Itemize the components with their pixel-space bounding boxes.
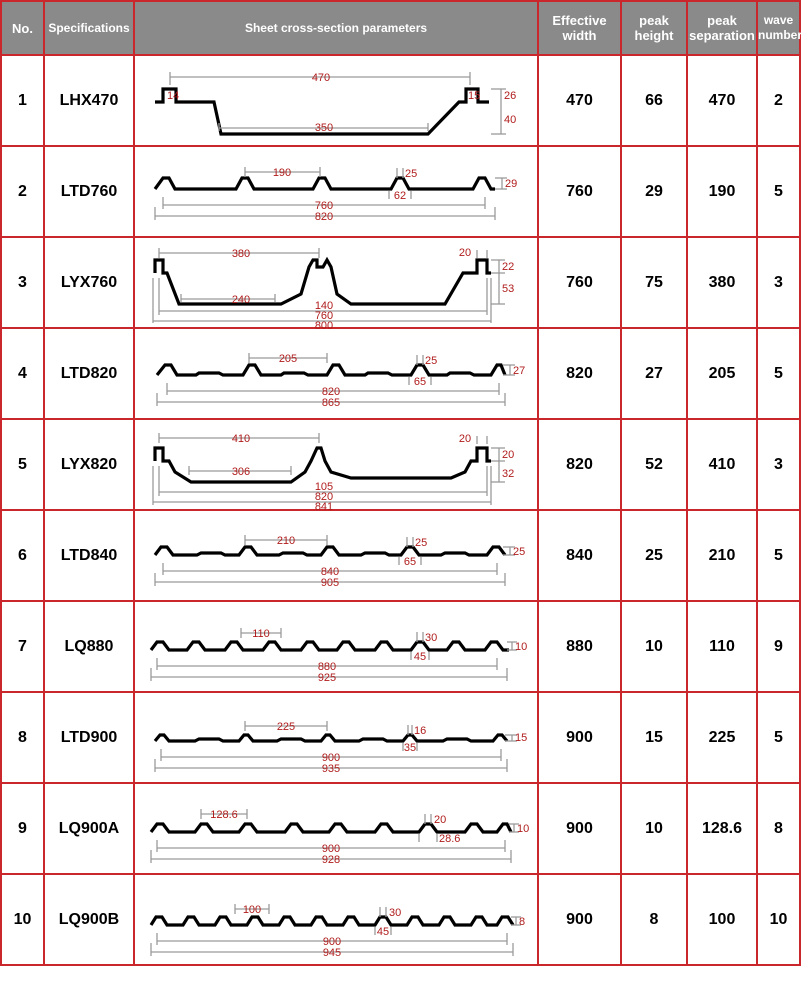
dim-h1: 26 <box>504 89 517 102</box>
table-row <box>1 419 800 510</box>
dim-effective: 820 <box>314 490 334 503</box>
dim-total: 841 <box>314 500 334 513</box>
dim-height: 10 <box>515 640 528 653</box>
header-wave-line1: wave <box>763 13 794 27</box>
dim-height: 25 <box>513 545 526 558</box>
peak-height: 8 <box>621 874 687 965</box>
header-row <box>1 1 800 55</box>
peak-height: 25 <box>621 510 687 601</box>
dim-base-width: 45 <box>413 650 427 663</box>
effective-width: 880 <box>538 601 621 692</box>
dim-top-width: 30 <box>425 631 438 644</box>
dim-mid: 105 <box>314 480 334 493</box>
dim-base-width: 65 <box>413 375 427 388</box>
wave-number: 9 <box>757 601 800 692</box>
header-peak-line1: peak <box>639 13 669 28</box>
dim-total: 928 <box>321 853 341 866</box>
cross-section-cell <box>134 419 538 513</box>
wave-number: 3 <box>757 237 800 328</box>
dim-height: 27 <box>513 364 526 377</box>
peak-separation: 205 <box>687 328 757 419</box>
dim-base-width: 28.6 <box>439 832 461 845</box>
dim-pitch: 190 <box>272 166 292 179</box>
dim-right: 15 <box>468 89 481 102</box>
peak-height: 10 <box>621 601 687 692</box>
cross-section-cell <box>134 510 538 601</box>
table-row <box>1 55 800 146</box>
dim-left: 14 <box>167 89 180 102</box>
dim-total: 935 <box>321 762 341 775</box>
peak-separation: 210 <box>687 510 757 601</box>
cross-section-cell <box>134 328 538 419</box>
dim-total: 820 <box>314 210 334 223</box>
cross-section-cell <box>134 692 538 783</box>
dim-h2: 53 <box>502 282 515 295</box>
header-sep-line1: peak <box>707 13 737 28</box>
dim-pitch: 100 <box>242 903 262 916</box>
dim-mid: 140 <box>314 299 334 312</box>
cross-section-drawing <box>141 879 531 961</box>
dim-pitch: 410 <box>231 432 251 445</box>
cross-section-cell <box>134 601 538 692</box>
cross-section-drawing <box>141 151 531 233</box>
cross-section-cell <box>134 783 538 874</box>
dim-top-width: 25 <box>415 536 428 549</box>
dim-top-width: 25 <box>405 167 418 180</box>
dim-base-width: 35 <box>403 741 417 754</box>
header-effective-width <box>538 1 621 55</box>
spec-name: LTD900 <box>44 692 134 783</box>
peak-separation: 470 <box>687 55 757 146</box>
dim-height: 15 <box>515 731 528 744</box>
effective-width: 820 <box>538 419 621 510</box>
dim-pitch: 205 <box>278 352 298 365</box>
spec-name: LYX820 <box>44 419 134 510</box>
peak-separation: 190 <box>687 146 757 237</box>
dim-top-width: 30 <box>389 906 402 919</box>
peak-separation: 380 <box>687 237 757 328</box>
dim-effective: 900 <box>322 935 342 948</box>
header-specifications: Specifications <box>44 1 134 55</box>
header-sep-line2: separation <box>689 28 755 43</box>
dim-total: 800 <box>314 319 334 332</box>
table-row <box>1 601 800 692</box>
peak-height: 52 <box>621 419 687 510</box>
table-row <box>1 237 800 328</box>
peak-separation: 410 <box>687 419 757 510</box>
dim-total: 945 <box>322 946 342 959</box>
row-number: 3 <box>1 237 44 328</box>
header-effective-line1: Effective <box>552 13 607 28</box>
dim-h2: 32 <box>502 467 515 480</box>
dim-pan: 240 <box>231 293 251 306</box>
row-number: 6 <box>1 510 44 601</box>
wave-number: 5 <box>757 146 800 237</box>
spec-name: LQ880 <box>44 601 134 692</box>
cross-section-drawing <box>141 606 531 688</box>
row-number: 2 <box>1 146 44 237</box>
dim-total: 925 <box>317 671 337 684</box>
effective-width: 840 <box>538 510 621 601</box>
dim-pitch: 380 <box>231 247 251 260</box>
header-no: No. <box>1 1 44 55</box>
peak-separation: 128.6 <box>687 783 757 874</box>
cross-section-cell <box>134 874 538 965</box>
header-wave-line2: number <box>758 28 802 42</box>
header-wave-number <box>757 1 800 55</box>
spec-name: LHX470 <box>44 55 134 146</box>
peak-height: 75 <box>621 237 687 328</box>
table-row <box>1 692 800 783</box>
dim-pitch: 110 <box>252 627 270 640</box>
row-number: 1 <box>1 55 44 146</box>
effective-width: 760 <box>538 237 621 328</box>
cross-section-drawing <box>141 333 531 415</box>
peak-height: 10 <box>621 783 687 874</box>
cross-section-drawing <box>141 788 531 870</box>
dim-top: 470 <box>311 71 331 84</box>
spec-name: LTD820 <box>44 328 134 419</box>
header-peak-separation <box>687 1 757 55</box>
dim-h2: 40 <box>504 113 517 126</box>
peak-height: 29 <box>621 146 687 237</box>
dim-top-width: 16 <box>414 724 427 737</box>
row-number: 10 <box>1 874 44 965</box>
row-number: 5 <box>1 419 44 510</box>
spec-name: LQ900A <box>44 783 134 874</box>
header-peak-height <box>621 1 687 55</box>
header-cross-section: Sheet cross-section parameters <box>134 1 538 55</box>
effective-width: 900 <box>538 692 621 783</box>
dim-height: 8 <box>519 915 526 928</box>
table-row <box>1 874 800 965</box>
cross-section-cell <box>134 146 538 237</box>
peak-height: 27 <box>621 328 687 419</box>
table-row <box>1 146 800 237</box>
wave-number: 3 <box>757 419 800 510</box>
peak-separation: 110 <box>687 601 757 692</box>
dim-effective: 900 <box>321 842 341 855</box>
dim-effective: 760 <box>314 309 334 322</box>
row-number: 7 <box>1 601 44 692</box>
spec-name: LQ900B <box>44 874 134 965</box>
dim-pitch: 225 <box>276 720 296 733</box>
dim-effective: 820 <box>321 385 341 398</box>
dim-effective: 840 <box>320 565 340 578</box>
cross-section-drawing <box>141 60 531 142</box>
dim-effective: 900 <box>321 751 341 764</box>
dim-base-width: 45 <box>376 925 390 938</box>
dim-h1: 22 <box>502 260 515 273</box>
dim-rib: 20 <box>458 432 472 445</box>
dim-top-width: 25 <box>425 354 438 367</box>
dim-height: 10 <box>517 822 530 835</box>
row-number: 8 <box>1 692 44 783</box>
effective-width: 900 <box>538 874 621 965</box>
cross-section-drawing <box>141 697 531 779</box>
spec-name: LTD760 <box>44 146 134 237</box>
dim-h1: 20 <box>502 448 515 461</box>
dim-effective: 880 <box>317 660 337 673</box>
dim-height: 29 <box>505 177 518 190</box>
dim-total: 865 <box>321 396 341 409</box>
dim-pitch: 128.6 <box>210 808 238 821</box>
dim-total: 905 <box>320 576 340 589</box>
wave-number: 5 <box>757 328 800 419</box>
dim-bottom: 350 <box>314 121 334 134</box>
dim-effective: 760 <box>314 199 334 212</box>
effective-width: 900 <box>538 783 621 874</box>
dim-pan: 306 <box>231 465 251 478</box>
table-row <box>1 783 800 874</box>
dim-pitch: 210 <box>276 534 296 547</box>
dim-top-width: 20 <box>434 813 447 826</box>
peak-height: 66 <box>621 55 687 146</box>
table-row <box>1 510 800 601</box>
wave-number: 5 <box>757 692 800 783</box>
cross-section-drawing <box>141 515 531 597</box>
spec-name: LTD840 <box>44 510 134 601</box>
dim-base-width: 65 <box>403 555 417 568</box>
effective-width: 470 <box>538 55 621 146</box>
effective-width: 820 <box>538 328 621 419</box>
header-effective-line2: width <box>562 28 597 43</box>
dim-rib: 20 <box>458 246 472 259</box>
cross-section-cell <box>134 55 538 146</box>
wave-number: 5 <box>757 510 800 601</box>
wave-number: 2 <box>757 55 800 146</box>
row-number: 9 <box>1 783 44 874</box>
dim-base-width: 62 <box>393 189 407 202</box>
wave-number: 8 <box>757 783 800 874</box>
spec-name: LYX760 <box>44 237 134 328</box>
cross-section-drawing <box>141 242 531 332</box>
row-number: 4 <box>1 328 44 419</box>
peak-height: 15 <box>621 692 687 783</box>
cross-section-drawing <box>141 424 531 513</box>
table-row <box>1 328 800 419</box>
effective-width: 760 <box>538 146 621 237</box>
header-peak-line2: height <box>634 28 674 43</box>
wave-number: 10 <box>757 874 800 965</box>
peak-separation: 225 <box>687 692 757 783</box>
peak-separation: 100 <box>687 874 757 965</box>
cross-section-cell <box>134 237 538 332</box>
